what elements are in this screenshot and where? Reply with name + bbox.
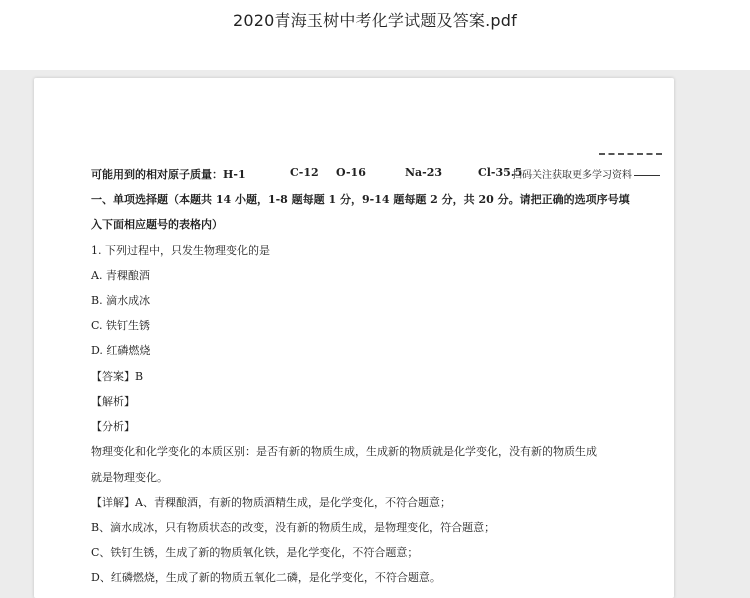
fenxi-label: 【分析】 — [91, 420, 135, 433]
pdf-page[interactable] — [34, 78, 674, 598]
jiexi-label: 【解析】 — [91, 395, 135, 408]
atomic-mass-item: Cl-35.5 — [478, 166, 523, 179]
analysis-line2: 就是物理变化。 — [91, 471, 168, 484]
detail-c: C、铁钉生锈，生成了新的物质氧化铁，是化学变化，不符合题意； — [91, 546, 419, 559]
atomic-mass-item: Na-23 — [405, 166, 443, 179]
analysis-line1: 物理变化和化学变化的本质区别：是否有新的物质生成，生成新的物质就是化学变化，没有新的物质生成 — [91, 445, 597, 458]
detail-d: D、红磷燃烧，生成了新的物质五氧化二磷，是化学变化，不符合题意。 — [91, 571, 441, 584]
option-c: C. 铁钉生锈 — [91, 319, 151, 332]
promo-text — [512, 166, 660, 181]
document-title: 2020青海玉树中考化学试题及答案.pdf — [233, 11, 517, 30]
section-heading-line1: 一、单项选择题（本题共 14 小题，1-8 题每题 1 分，9-14 题每题 2 分，共 20 分。请把正确的选项序号填 — [91, 193, 630, 206]
viewer-top-bar — [0, 0, 750, 70]
promo-dash — [634, 175, 660, 176]
detail-b: B、滴水成冰，只有物质状态的改变，没有新的物质生成，是物理变化，符合题意； — [91, 521, 496, 534]
header-rule — [599, 153, 662, 155]
promo-label: 扫码关注获取更多学习资料 — [512, 170, 632, 181]
option-d: D. 红磷燃烧 — [91, 344, 151, 357]
question-stem: 1. 下列过程中，只发生物理变化的是 — [91, 244, 270, 257]
atomic-mass-label: 可能用到的相对原子质量：H-1 — [91, 168, 246, 181]
atomic-mass-item: C-12 — [290, 166, 319, 179]
option-a: A. 青稞酿酒 — [91, 269, 150, 282]
detail-a: 【详解】A、青稞酿酒，有新的物质酒精生成，是化学变化，不符合题意； — [91, 496, 451, 509]
section-heading-line2: 入下面相应题号的表格内） — [91, 218, 223, 231]
option-b: B. 滴水成冰 — [91, 294, 151, 307]
answer-label: 【答案】B — [91, 370, 144, 383]
atomic-mass-item: O-16 — [336, 166, 366, 179]
